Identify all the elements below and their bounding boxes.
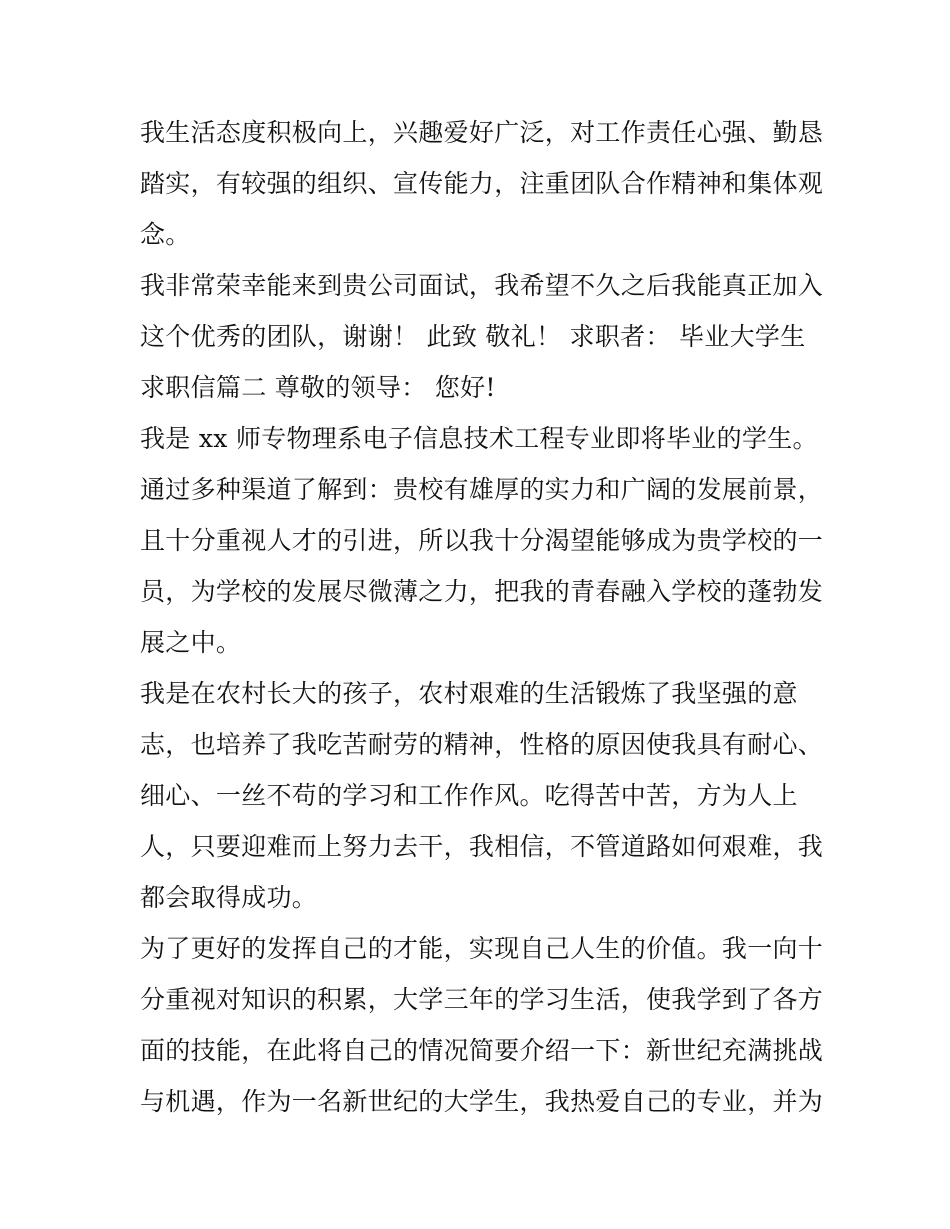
text-line: 展之中。 [140, 628, 242, 657]
text-line: 都会取得成功。 [140, 883, 318, 912]
text-line: 念。 [140, 220, 191, 249]
text-line: 分重视对知识的积累，大学三年的学习生活，使我学到了各方 [140, 985, 824, 1014]
text-line: 踏实，有较强的组织、宣传能力，注重团队合作精神和集体观 [140, 169, 824, 198]
text-line: 求职信篇二 尊敬的领导： 您好! [140, 373, 496, 402]
text-line: 通过多种渠道了解到：贵校有雄厚的实力和广阔的发展前景， [140, 475, 824, 504]
text-line: 细心、一丝不苟的学习和工作作风。吃得苦中苦，方为人上 [140, 781, 798, 810]
text-line: 为了更好的发挥自己的才能，实现自己人生的价值。我一向十 [140, 934, 824, 963]
text-line: 面的技能，在此将自己的情况简要介绍一下：新世纪充满挑战 [140, 1036, 824, 1065]
text-line: 志，也培养了我吃苦耐劳的精神，性格的原因使我具有耐心、 [140, 730, 824, 759]
text-line: 我生活态度积极向上，兴趣爱好广泛，对工作责任心强、勤恳 [140, 118, 824, 147]
text-line: 且十分重视人才的引进，所以我十分渴望能够成为贵学校的一 [140, 526, 824, 555]
text-line: 我是在农村长大的孩子，农村艰难的生活锻炼了我坚强的意 [140, 679, 798, 708]
document-body [140, 107, 824, 1127]
text-line: 人，只要迎难而上努力去干，我相信，不管道路如何艰难，我 [140, 832, 824, 861]
text-line: 我是 xx 师专物理系电子信息技术工程专业即将毕业的学生。 [140, 424, 818, 453]
text-line: 这个优秀的团队，谢谢！ 此致 敬礼！ 求职者： 毕业大学生 [140, 322, 806, 351]
text-line: 我非常荣幸能来到贵公司面试，我希望不久之后我能真正加入 [140, 271, 824, 300]
text-line: 员，为学校的发展尽微薄之力，把我的青春融入学校的蓬勃发 [140, 577, 824, 606]
text-line: 与机遇，作为一名新世纪的大学生，我热爱自己的专业，并为 [140, 1087, 824, 1116]
